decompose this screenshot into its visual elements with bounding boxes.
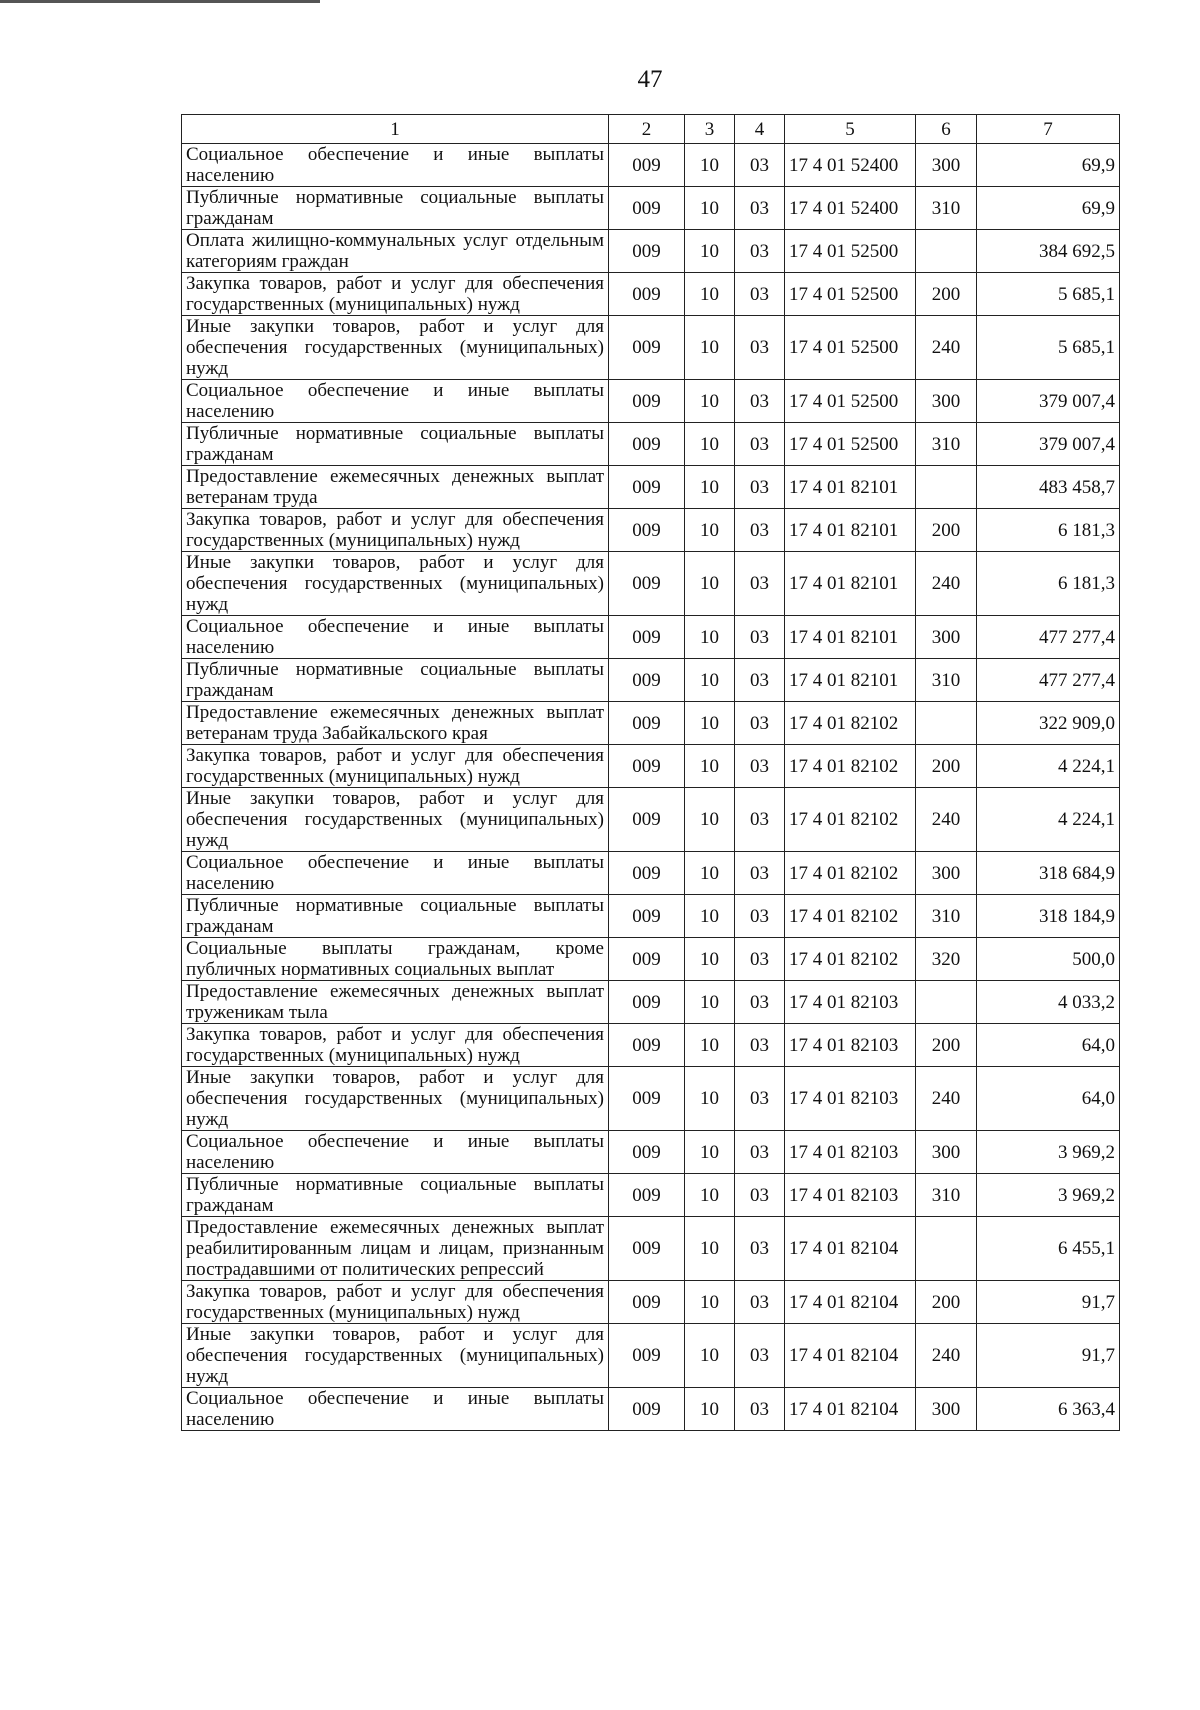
target-article-code: 17 4 01 82102 — [785, 702, 916, 745]
admin-code: 009 — [609, 981, 685, 1024]
expense-type-code: 240 — [916, 552, 977, 616]
expense-type-code: 310 — [916, 659, 977, 702]
section-code: 10 — [685, 616, 735, 659]
table-body — [182, 144, 1120, 1431]
admin-code: 009 — [609, 938, 685, 981]
subsection-code: 03 — [735, 895, 785, 938]
amount-value: 379 007,4 — [977, 423, 1120, 466]
subsection-code: 03 — [735, 1281, 785, 1324]
admin-code: 009 — [609, 1024, 685, 1067]
admin-code: 009 — [609, 1324, 685, 1388]
target-article-code: 17 4 01 52500 — [785, 380, 916, 423]
target-article-code: 17 4 01 52500 — [785, 316, 916, 380]
table-header-row — [182, 115, 1120, 144]
table-row — [182, 1281, 1120, 1324]
section-code: 10 — [685, 1281, 735, 1324]
subsection-code: 03 — [735, 788, 785, 852]
row-description: Социальное обеспечение и иные выплаты населению — [182, 1388, 609, 1431]
target-article-code: 17 4 01 82102 — [785, 852, 916, 895]
table-row — [182, 616, 1120, 659]
table-row — [182, 552, 1120, 616]
subsection-code: 03 — [735, 616, 785, 659]
expense-type-code: 300 — [916, 852, 977, 895]
subsection-code: 03 — [735, 1067, 785, 1131]
row-description: Социальные выплаты гражданам, кроме публичных нормативных социальных выплат — [182, 938, 609, 981]
subsection-code: 03 — [735, 1174, 785, 1217]
target-article-code: 17 4 01 82103 — [785, 1024, 916, 1067]
target-article-code: 17 4 01 82104 — [785, 1388, 916, 1431]
section-code: 10 — [685, 380, 735, 423]
admin-code: 009 — [609, 1217, 685, 1281]
row-description: Иные закупки товаров, работ и услуг для обеспечения государственных (муниципальных) нужд — [182, 788, 609, 852]
table-row — [182, 509, 1120, 552]
subsection-code: 03 — [735, 552, 785, 616]
table-row — [182, 144, 1120, 187]
target-article-code: 17 4 01 82103 — [785, 981, 916, 1024]
section-code: 10 — [685, 1174, 735, 1217]
expense-type-code: 300 — [916, 616, 977, 659]
subsection-code: 03 — [735, 659, 785, 702]
amount-value: 483 458,7 — [977, 466, 1120, 509]
amount-value: 318 184,9 — [977, 895, 1120, 938]
expense-type-code: 200 — [916, 273, 977, 316]
admin-code: 009 — [609, 509, 685, 552]
section-code: 10 — [685, 273, 735, 316]
admin-code: 009 — [609, 745, 685, 788]
section-code: 10 — [685, 230, 735, 273]
admin-code: 009 — [609, 1174, 685, 1217]
expense-type-code — [916, 1217, 977, 1281]
amount-value: 322 909,0 — [977, 702, 1120, 745]
admin-code: 009 — [609, 144, 685, 187]
subsection-code: 03 — [735, 1024, 785, 1067]
expense-type-code: 240 — [916, 1067, 977, 1131]
table-row — [182, 852, 1120, 895]
amount-value: 91,7 — [977, 1324, 1120, 1388]
expense-type-code: 200 — [916, 1281, 977, 1324]
subsection-code: 03 — [735, 466, 785, 509]
amount-value: 69,9 — [977, 187, 1120, 230]
amount-value: 6 181,3 — [977, 552, 1120, 616]
table-row — [182, 316, 1120, 380]
row-description: Предоставление ежемесячных денежных выплат ветеранам труда — [182, 466, 609, 509]
section-code: 10 — [685, 1131, 735, 1174]
table-row — [182, 895, 1120, 938]
table-row — [182, 1067, 1120, 1131]
table-row — [182, 423, 1120, 466]
row-description: Предоставление ежемесячных денежных выплат реабилитированным лицам и лицам, признанным пострадавшими от политических репрессий — [182, 1217, 609, 1281]
admin-code: 009 — [609, 466, 685, 509]
amount-value: 5 685,1 — [977, 273, 1120, 316]
admin-code: 009 — [609, 273, 685, 316]
expense-type-code: 200 — [916, 509, 977, 552]
section-code: 10 — [685, 466, 735, 509]
expense-type-code: 240 — [916, 1324, 977, 1388]
expense-type-code: 200 — [916, 1024, 977, 1067]
admin-code: 009 — [609, 659, 685, 702]
row-description: Закупка товаров, работ и услуг для обеспечения государственных (муниципальных) нужд — [182, 509, 609, 552]
amount-value: 69,9 — [977, 144, 1120, 187]
column-header: 1 — [182, 115, 609, 144]
table-row — [182, 466, 1120, 509]
row-description: Социальное обеспечение и иные выплаты населению — [182, 616, 609, 659]
amount-value: 477 277,4 — [977, 616, 1120, 659]
target-article-code: 17 4 01 82102 — [785, 895, 916, 938]
table-row — [182, 659, 1120, 702]
section-code: 10 — [685, 981, 735, 1024]
admin-code: 009 — [609, 230, 685, 273]
target-article-code: 17 4 01 52500 — [785, 423, 916, 466]
table-row — [182, 1024, 1120, 1067]
section-code: 10 — [685, 1217, 735, 1281]
admin-code: 009 — [609, 552, 685, 616]
amount-value: 384 692,5 — [977, 230, 1120, 273]
subsection-code: 03 — [735, 981, 785, 1024]
admin-code: 009 — [609, 702, 685, 745]
expense-type-code: 300 — [916, 1131, 977, 1174]
admin-code: 009 — [609, 616, 685, 659]
section-code: 10 — [685, 316, 735, 380]
amount-value: 4 033,2 — [977, 981, 1120, 1024]
page-number: 47 — [637, 66, 663, 93]
target-article-code: 17 4 01 82103 — [785, 1131, 916, 1174]
target-article-code: 17 4 01 52400 — [785, 144, 916, 187]
subsection-code: 03 — [735, 1131, 785, 1174]
row-description: Публичные нормативные социальные выплаты гражданам — [182, 1174, 609, 1217]
section-code: 10 — [685, 895, 735, 938]
amount-value: 3 969,2 — [977, 1174, 1120, 1217]
target-article-code: 17 4 01 52400 — [785, 187, 916, 230]
row-description: Публичные нормативные социальные выплаты гражданам — [182, 659, 609, 702]
table-row — [182, 230, 1120, 273]
expense-type-code: 310 — [916, 1174, 977, 1217]
section-code: 10 — [685, 1388, 735, 1431]
table-row — [182, 1131, 1120, 1174]
table-row — [182, 788, 1120, 852]
section-code: 10 — [685, 745, 735, 788]
row-description: Иные закупки товаров, работ и услуг для обеспечения государственных (муниципальных) нужд — [182, 552, 609, 616]
subsection-code: 03 — [735, 702, 785, 745]
row-description: Иные закупки товаров, работ и услуг для обеспечения государственных (муниципальных) нужд — [182, 316, 609, 380]
subsection-code: 03 — [735, 144, 785, 187]
admin-code: 009 — [609, 1388, 685, 1431]
target-article-code: 17 4 01 82101 — [785, 466, 916, 509]
amount-value: 6 181,3 — [977, 509, 1120, 552]
subsection-code: 03 — [735, 745, 785, 788]
amount-value: 6 455,1 — [977, 1217, 1120, 1281]
admin-code: 009 — [609, 1281, 685, 1324]
admin-code: 009 — [609, 380, 685, 423]
table-row — [182, 938, 1120, 981]
admin-code: 009 — [609, 895, 685, 938]
admin-code: 009 — [609, 423, 685, 466]
row-description: Предоставление ежемесячных денежных выплат ветеранам труда Забайкальского края — [182, 702, 609, 745]
admin-code: 009 — [609, 1067, 685, 1131]
target-article-code: 17 4 01 82104 — [785, 1281, 916, 1324]
amount-value: 6 363,4 — [977, 1388, 1120, 1431]
target-article-code: 17 4 01 82102 — [785, 788, 916, 852]
expense-type-code: 310 — [916, 187, 977, 230]
row-description: Иные закупки товаров, работ и услуг для обеспечения государственных (муниципальных) нужд — [182, 1067, 609, 1131]
row-description: Социальное обеспечение и иные выплаты населению — [182, 852, 609, 895]
subsection-code: 03 — [735, 187, 785, 230]
table-row — [182, 981, 1120, 1024]
expense-type-code: 240 — [916, 788, 977, 852]
section-code: 10 — [685, 187, 735, 230]
target-article-code: 17 4 01 82104 — [785, 1217, 916, 1281]
column-header: 7 — [977, 115, 1120, 144]
subsection-code: 03 — [735, 1324, 785, 1388]
section-code: 10 — [685, 144, 735, 187]
amount-value: 91,7 — [977, 1281, 1120, 1324]
table-row — [182, 187, 1120, 230]
target-article-code: 17 4 01 52500 — [785, 230, 916, 273]
row-description: Закупка товаров, работ и услуг для обеспечения государственных (муниципальных) нужд — [182, 1281, 609, 1324]
row-description: Закупка товаров, работ и услуг для обеспечения государственных (муниципальных) нужд — [182, 1024, 609, 1067]
section-code: 10 — [685, 1324, 735, 1388]
table-row — [182, 273, 1120, 316]
section-code: 10 — [685, 788, 735, 852]
expense-type-code: 240 — [916, 316, 977, 380]
expense-type-code — [916, 230, 977, 273]
row-description: Предоставление ежемесячных денежных выплат труженикам тыла — [182, 981, 609, 1024]
amount-value: 379 007,4 — [977, 380, 1120, 423]
section-code: 10 — [685, 702, 735, 745]
target-article-code: 17 4 01 82101 — [785, 659, 916, 702]
budget-table — [181, 114, 1120, 1431]
scan-edge-line — [0, 0, 320, 3]
column-header: 6 — [916, 115, 977, 144]
row-description: Закупка товаров, работ и услуг для обеспечения государственных (муниципальных) нужд — [182, 745, 609, 788]
amount-value: 64,0 — [977, 1067, 1120, 1131]
subsection-code: 03 — [735, 1388, 785, 1431]
row-description: Социальное обеспечение и иные выплаты населению — [182, 1131, 609, 1174]
subsection-code: 03 — [735, 852, 785, 895]
expense-type-code: 300 — [916, 380, 977, 423]
section-code: 10 — [685, 423, 735, 466]
target-article-code: 17 4 01 82101 — [785, 552, 916, 616]
table-row — [182, 702, 1120, 745]
table-row — [182, 1324, 1120, 1388]
subsection-code: 03 — [735, 273, 785, 316]
expense-type-code — [916, 466, 977, 509]
subsection-code: 03 — [735, 380, 785, 423]
table-row — [182, 380, 1120, 423]
admin-code: 009 — [609, 852, 685, 895]
expense-type-code: 200 — [916, 745, 977, 788]
subsection-code: 03 — [735, 423, 785, 466]
amount-value: 3 969,2 — [977, 1131, 1120, 1174]
row-description: Закупка товаров, работ и услуг для обеспечения государственных (муниципальных) нужд — [182, 273, 609, 316]
section-code: 10 — [685, 852, 735, 895]
row-description: Социальное обеспечение и иные выплаты населению — [182, 144, 609, 187]
table-row — [182, 1217, 1120, 1281]
admin-code: 009 — [609, 316, 685, 380]
target-article-code: 17 4 01 82101 — [785, 509, 916, 552]
target-article-code: 17 4 01 82101 — [785, 616, 916, 659]
expense-type-code: 300 — [916, 1388, 977, 1431]
row-description: Публичные нормативные социальные выплаты гражданам — [182, 187, 609, 230]
amount-value: 318 684,9 — [977, 852, 1120, 895]
row-description: Публичные нормативные социальные выплаты гражданам — [182, 423, 609, 466]
subsection-code: 03 — [735, 938, 785, 981]
section-code: 10 — [685, 938, 735, 981]
table-row — [182, 1174, 1120, 1217]
expense-type-code: 300 — [916, 144, 977, 187]
expense-type-code — [916, 702, 977, 745]
column-header: 2 — [609, 115, 685, 144]
amount-value: 477 277,4 — [977, 659, 1120, 702]
column-header: 5 — [785, 115, 916, 144]
amount-value: 64,0 — [977, 1024, 1120, 1067]
target-article-code: 17 4 01 82102 — [785, 938, 916, 981]
section-code: 10 — [685, 1024, 735, 1067]
section-code: 10 — [685, 509, 735, 552]
target-article-code: 17 4 01 82103 — [785, 1067, 916, 1131]
column-header: 3 — [685, 115, 735, 144]
subsection-code: 03 — [735, 509, 785, 552]
target-article-code: 17 4 01 82103 — [785, 1174, 916, 1217]
table-row — [182, 745, 1120, 788]
amount-value: 4 224,1 — [977, 745, 1120, 788]
amount-value: 5 685,1 — [977, 316, 1120, 380]
subsection-code: 03 — [735, 316, 785, 380]
target-article-code: 17 4 01 82104 — [785, 1324, 916, 1388]
row-description: Публичные нормативные социальные выплаты гражданам — [182, 895, 609, 938]
subsection-code: 03 — [735, 230, 785, 273]
column-header: 4 — [735, 115, 785, 144]
admin-code: 009 — [609, 187, 685, 230]
section-code: 10 — [685, 659, 735, 702]
admin-code: 009 — [609, 1131, 685, 1174]
row-description: Иные закупки товаров, работ и услуг для обеспечения государственных (муниципальных) нужд — [182, 1324, 609, 1388]
section-code: 10 — [685, 1067, 735, 1131]
row-description: Оплата жилищно-коммунальных услуг отдельным категориям граждан — [182, 230, 609, 273]
amount-value: 4 224,1 — [977, 788, 1120, 852]
target-article-code: 17 4 01 52500 — [785, 273, 916, 316]
expense-type-code: 320 — [916, 938, 977, 981]
row-description: Социальное обеспечение и иные выплаты населению — [182, 380, 609, 423]
expense-type-code — [916, 981, 977, 1024]
admin-code: 009 — [609, 788, 685, 852]
expense-type-code: 310 — [916, 423, 977, 466]
section-code: 10 — [685, 552, 735, 616]
subsection-code: 03 — [735, 1217, 785, 1281]
amount-value: 500,0 — [977, 938, 1120, 981]
expense-type-code: 310 — [916, 895, 977, 938]
table-row — [182, 1388, 1120, 1431]
target-article-code: 17 4 01 82102 — [785, 745, 916, 788]
